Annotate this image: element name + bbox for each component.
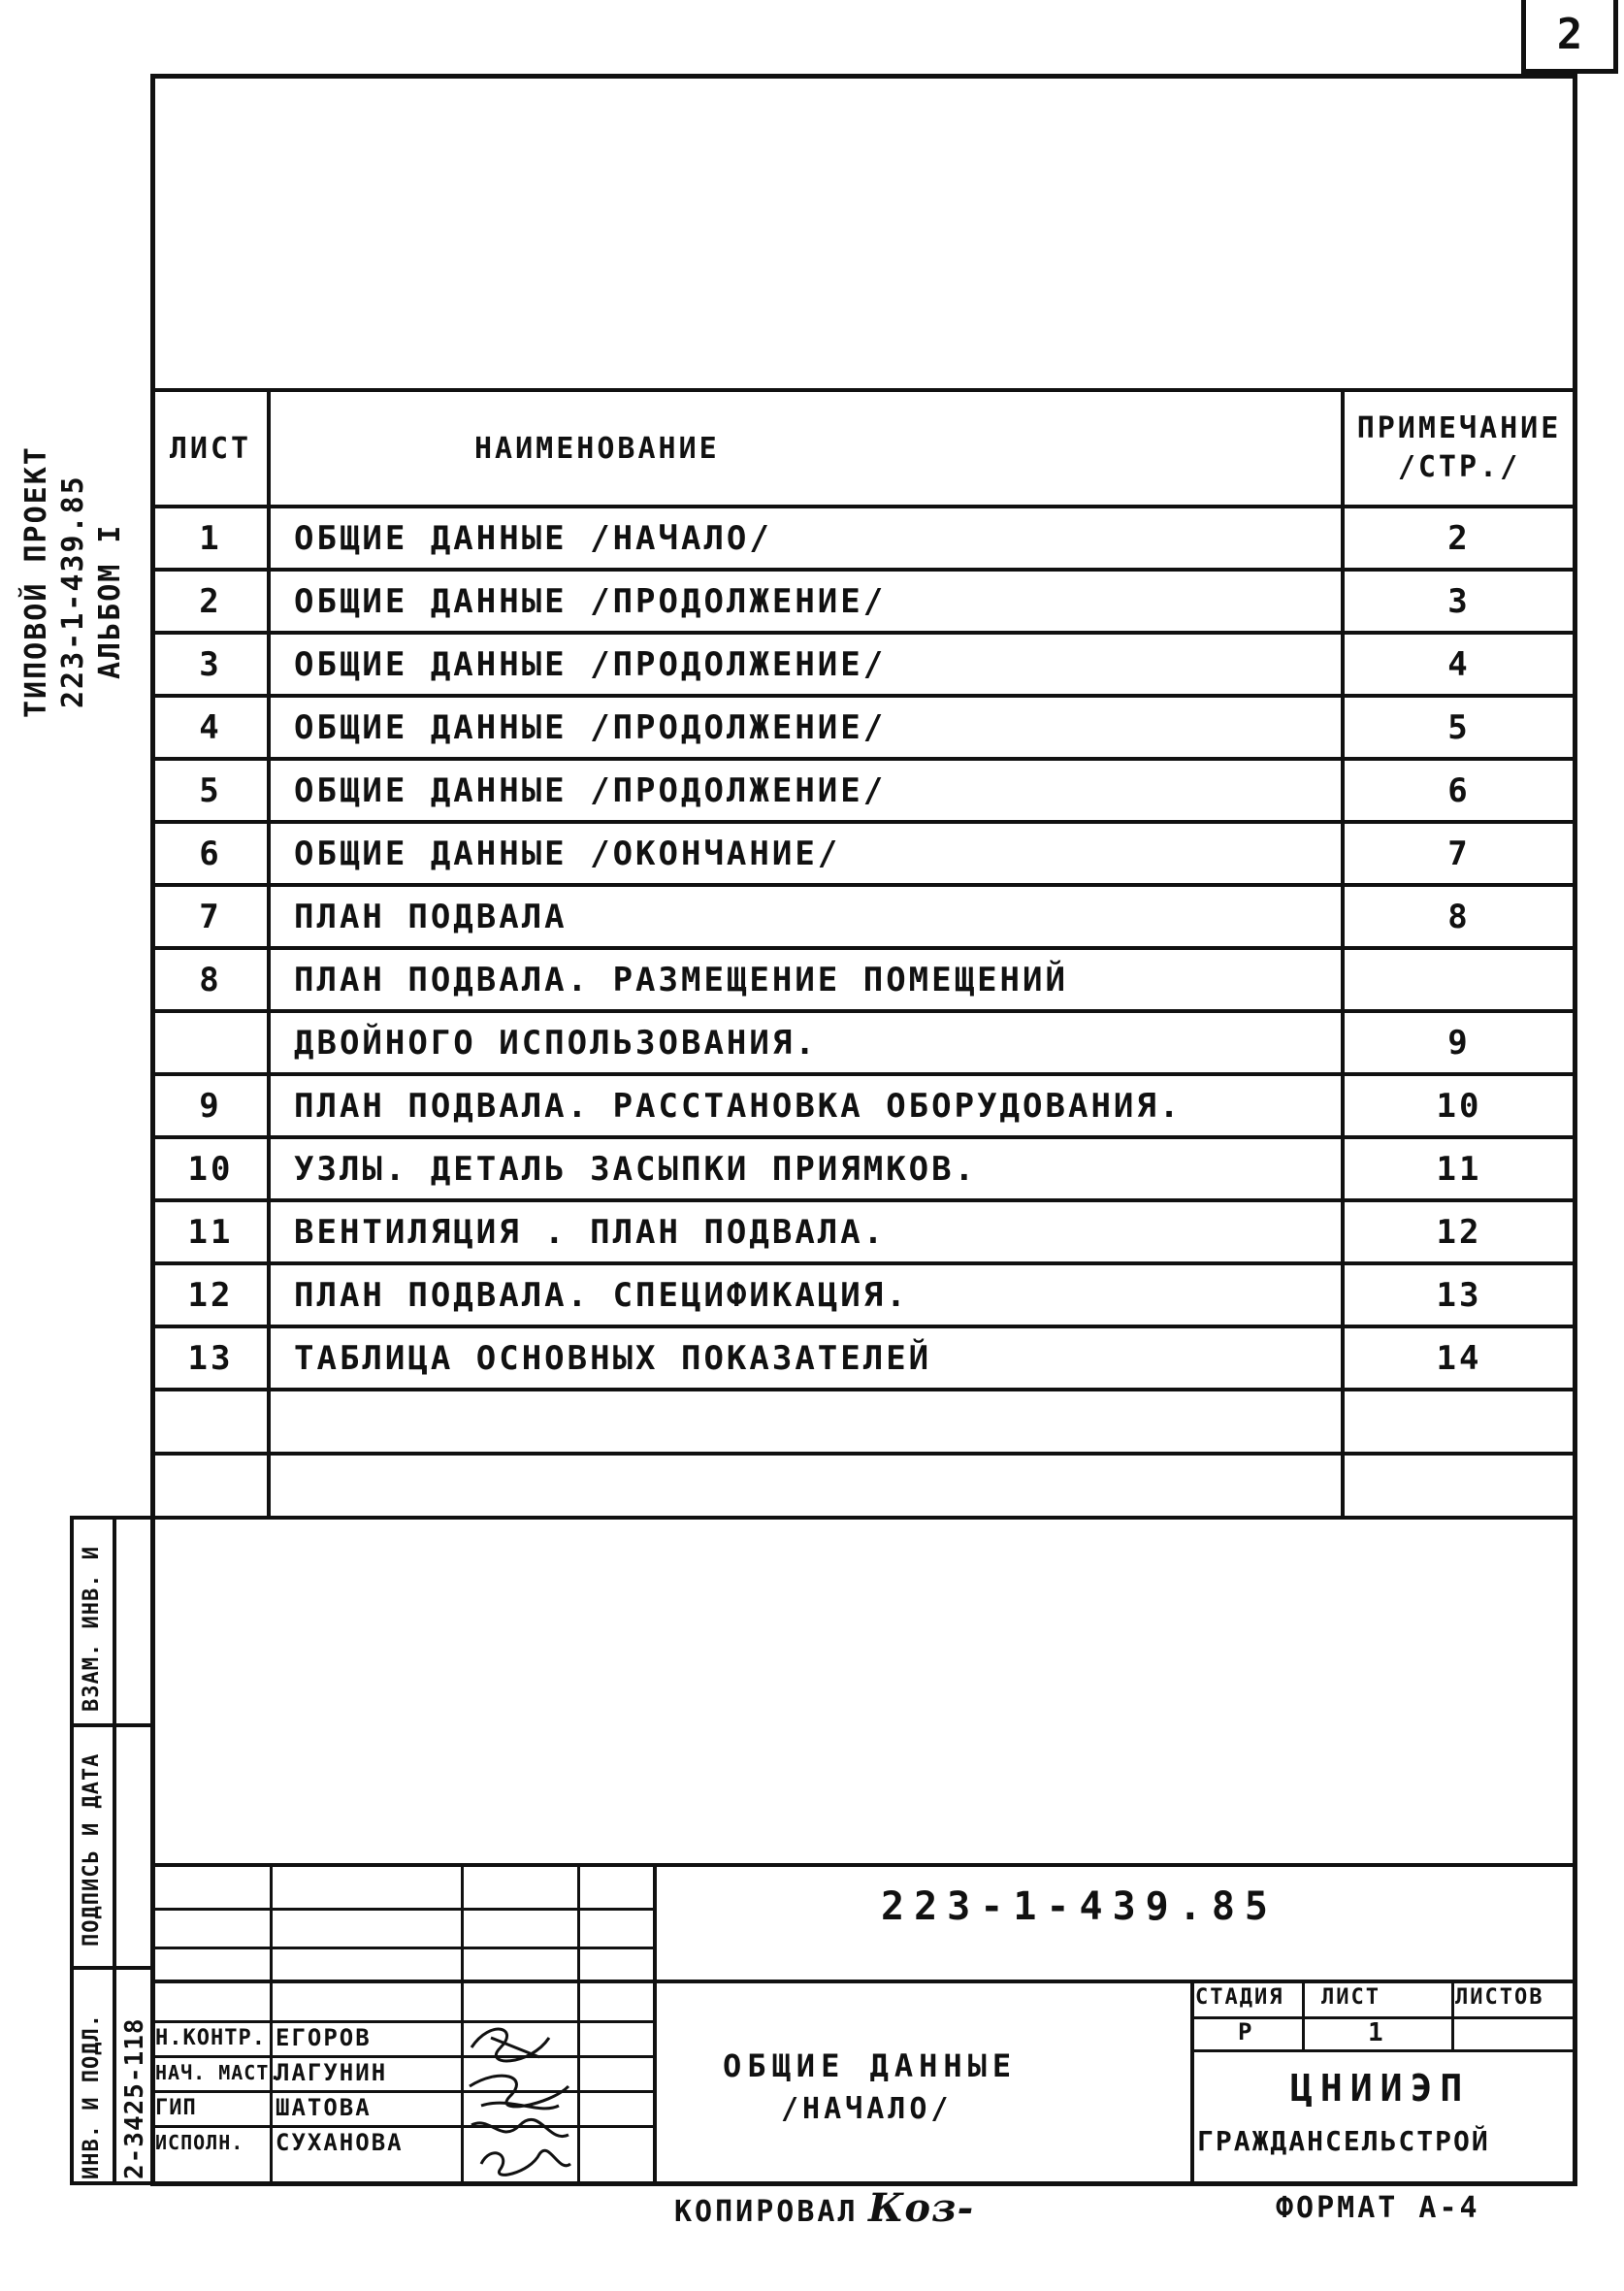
row-page: 13 (1343, 1263, 1575, 1326)
header-note-line2: /СТР./ (1397, 450, 1521, 484)
side-title-line1: ТИПОВОЙ ПРОЕКТ (19, 445, 53, 718)
row-page (1343, 948, 1575, 1011)
row-name (269, 1390, 1343, 1454)
tb-stage-v1 (1302, 1980, 1305, 2051)
left-stamp-line-1 (74, 1723, 153, 1727)
header-sheet: ЛИСТ (152, 390, 269, 507)
header-name: НАИМЕНОВАНИЕ (269, 390, 1343, 507)
row-sheet: 1 (152, 507, 269, 570)
row-name: ДВОЙНОГО ИСПОЛЬЗОВАНИЯ. (269, 1011, 1343, 1074)
contents-row (152, 759, 1575, 822)
inv-number: 2-3425-118 (120, 2017, 149, 2179)
staff-role-3: ГИП (155, 2096, 197, 2120)
row-name: ОБЩИЕ ДАННЫЕ /НАЧАЛО/ (269, 507, 1343, 570)
row-name (269, 1454, 1343, 1518)
row-page: 3 (1343, 570, 1575, 633)
inv-orig-label: ИНВ. И ПОДЛ. (80, 2013, 104, 2179)
tb-stage-h2 (1190, 2049, 1577, 2052)
row-page: 5 (1343, 696, 1575, 759)
copied-signature: Коз- (868, 2185, 975, 2231)
stage-label: СТАДИЯ (1195, 1985, 1284, 2010)
tb-top-line (150, 1863, 1577, 1867)
row-page: 6 (1343, 759, 1575, 822)
page-number: 2 (1521, 0, 1618, 74)
staff-name-2: ЛАГУНИН (276, 2059, 388, 2086)
row-page: 8 (1343, 885, 1575, 948)
sheet-label: ЛИСТ (1321, 1985, 1380, 2010)
left-stamp (70, 1516, 153, 2185)
row-sheet: 3 (152, 633, 269, 696)
row-page: 9 (1343, 1011, 1575, 1074)
side-title-line2: 223-1-439.85 (56, 475, 90, 708)
row-sheet (152, 1390, 269, 1454)
tb-grid-v5 (1190, 1980, 1194, 2183)
tb-grid-v3 (577, 1863, 580, 2183)
row-name: ОБЩИЕ ДАННЫЕ /ПРОДОЛЖЕНИЕ/ (269, 570, 1343, 633)
header-note (1343, 390, 1575, 507)
vzam-inv-label: ВЗАМ. ИНВ. И (80, 1546, 104, 1712)
contents-row (152, 948, 1575, 1011)
row-sheet: 5 (152, 759, 269, 822)
doc-title-line2: /НАЧАЛО/ (781, 2092, 953, 2126)
header-note-line1: ПРИМЕЧАНИЕ (1356, 411, 1562, 445)
row-page: 10 (1343, 1074, 1575, 1137)
signature-sukhanova (481, 2150, 570, 2175)
signatures (462, 2009, 576, 2183)
contents-row (152, 1454, 1575, 1518)
staff-name-4: СУХАНОВА (276, 2129, 404, 2156)
row-page: 14 (1343, 1326, 1575, 1390)
signature-lagunin (470, 2076, 568, 2109)
row-name: УЗЛЫ. ДЕТАЛЬ ЗАСЫПКИ ПРИЯМКОВ. (269, 1137, 1343, 1200)
staff-role-1: Н.КОНТР. (155, 2026, 266, 2050)
side-title (19, 417, 136, 718)
row-sheet: 10 (152, 1137, 269, 1200)
row-name: ПЛАН ПОДВАЛА. СПЕЦИФИКАЦИЯ. (269, 1263, 1343, 1326)
row-page (1343, 1390, 1575, 1454)
staff-role-2: НАЧ. МАСТ. (155, 2061, 282, 2084)
row-sheet: 11 (152, 1200, 269, 1263)
staff-name-1: ЕГОРОВ (276, 2024, 372, 2051)
signature-egorov (471, 2029, 549, 2061)
row-page: 7 (1343, 822, 1575, 885)
sheet-value: 1 (1368, 2018, 1385, 2047)
doc-code: 223-1-439.85 (881, 1884, 1278, 1929)
contents-row (152, 1326, 1575, 1390)
tb-grid-v4 (653, 1863, 657, 2183)
row-page (1343, 1454, 1575, 1518)
tb-mid-line (150, 1980, 1577, 1983)
contents-row (152, 570, 1575, 633)
row-sheet (152, 1454, 269, 1518)
contents-row (152, 696, 1575, 759)
staff-name-3: ШАТОВА (276, 2094, 372, 2121)
contents-row (152, 507, 1575, 570)
contents-row (152, 822, 1575, 885)
contents-row (152, 633, 1575, 696)
row-name: ПЛАН ПОДВАЛА (269, 885, 1343, 948)
contents-row (152, 1263, 1575, 1326)
row-sheet (152, 1011, 269, 1074)
row-sheet: 9 (152, 1074, 269, 1137)
stage-value: Р (1238, 2018, 1254, 2046)
row-page: 2 (1343, 507, 1575, 570)
row-name: ПЛАН ПОДВАЛА. РАССТАНОВКА ОБОРУДОВАНИЯ. (269, 1074, 1343, 1137)
sign-date-label: ПОДПИСЬ И ДАТА (80, 1752, 104, 1947)
contents-header (152, 390, 1575, 507)
row-sheet: 6 (152, 822, 269, 885)
contents-row (152, 1011, 1575, 1074)
row-sheet: 2 (152, 570, 269, 633)
signature-shatova (471, 2119, 568, 2136)
doc-title-line1: ОБЩИЕ ДАННЫЕ (723, 2047, 1018, 2084)
row-name: ОБЩИЕ ДАННЫЕ /ПРОДОЛЖЕНИЕ/ (269, 633, 1343, 696)
row-sheet: 13 (152, 1326, 269, 1390)
row-name: ОБЩИЕ ДАННЫЕ /ОКОНЧАНИЕ/ (269, 822, 1343, 885)
row-page: 12 (1343, 1200, 1575, 1263)
left-stamp-line-2 (74, 1966, 153, 1970)
tb-stage-v2 (1451, 1980, 1454, 2051)
row-name: ПЛАН ПОДВАЛА. РАЗМЕЩЕНИЕ ПОМЕЩЕНИЙ (269, 948, 1343, 1011)
org-line1: ЦНИИЭП (1290, 2067, 1471, 2110)
contents-row (152, 1074, 1575, 1137)
side-title-line3: АЛЬБОМ I (93, 523, 127, 679)
org-line2: ГРАЖДАНСЕЛЬСТРОЙ (1197, 2125, 1490, 2157)
contents-row (152, 1200, 1575, 1263)
sheets-label: ЛИСТОВ (1455, 1985, 1544, 2010)
row-page: 4 (1343, 633, 1575, 696)
contents-row (152, 885, 1575, 948)
copied-label: КОПИРОВАЛ (674, 2195, 859, 2229)
row-name: ОБЩИЕ ДАННЫЕ /ПРОДОЛЖЕНИЕ/ (269, 696, 1343, 759)
left-stamp-divider (113, 1520, 116, 2181)
contents-table (150, 388, 1577, 1520)
row-name: ТАБЛИЦА ОСНОВНЫХ ПОКАЗАТЕЛЕЙ (269, 1326, 1343, 1390)
contents-row (152, 1137, 1575, 1200)
row-name: ВЕНТИЛЯЦИЯ . ПЛАН ПОДВАЛА. (269, 1200, 1343, 1263)
row-sheet: 7 (152, 885, 269, 948)
row-sheet: 4 (152, 696, 269, 759)
row-sheet: 12 (152, 1263, 269, 1326)
row-name: ОБЩИЕ ДАННЫЕ /ПРОДОЛЖЕНИЕ/ (269, 759, 1343, 822)
format-label: ФОРМАТ А-4 (1276, 2191, 1480, 2225)
row-sheet: 8 (152, 948, 269, 1011)
staff-role-4: ИСПОЛН. (155, 2131, 244, 2154)
tb-grid-v1 (270, 1863, 273, 2183)
row-page: 11 (1343, 1137, 1575, 1200)
contents-row (152, 1390, 1575, 1454)
